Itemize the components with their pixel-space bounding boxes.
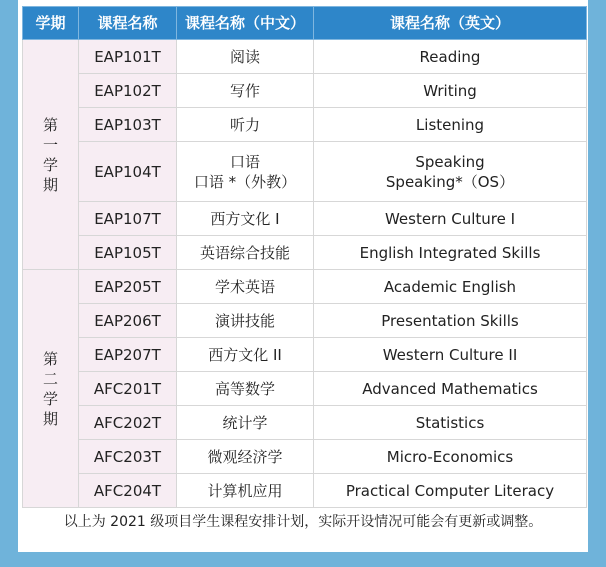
course-name-en: Western Culture I (314, 202, 587, 236)
course-name-en: Speaking Speaking*（OS） (314, 142, 587, 202)
semester-1-label: 第 一 学 期 (23, 40, 79, 270)
header-course-name-cn: 课程名称（中文） (177, 7, 314, 40)
course-code: AFC203T (79, 440, 177, 474)
course-name-en: Presentation Skills (314, 304, 587, 338)
course-name-cn: 写作 (177, 74, 314, 108)
semester-2-label: 第 二 学 期 (23, 270, 79, 508)
course-code: EAP101T (79, 40, 177, 74)
course-name-cn: 微观经济学 (177, 440, 314, 474)
course-name-en: Practical Computer Literacy (314, 474, 587, 508)
table-row (23, 304, 587, 338)
table-row (23, 142, 587, 202)
header-semester: 学期 (23, 7, 79, 40)
table-row (23, 74, 587, 108)
course-name-en: Academic English (314, 270, 587, 304)
course-name-en: Writing (314, 74, 587, 108)
footnote: 以上为 2021 级项目学生课程安排计划，实际开设情况可能会有更新或调整。 (63, 514, 543, 530)
course-name-cn: 西方文化 II (177, 338, 314, 372)
course-code: AFC201T (79, 372, 177, 406)
course-name-en: Statistics (314, 406, 587, 440)
course-code: EAP207T (79, 338, 177, 372)
course-name-en: English Integrated Skills (314, 236, 587, 270)
course-name-en: Listening (314, 108, 587, 142)
course-name-cn: 口语 口语 *（外教） (177, 142, 314, 202)
table-row (23, 202, 587, 236)
course-name-cn: 英语综合技能 (177, 236, 314, 270)
course-table (22, 6, 587, 508)
header-course-name-en: 课程名称（英文） (314, 7, 587, 40)
table-row (23, 474, 587, 508)
course-name-cn: 演讲技能 (177, 304, 314, 338)
table-row (23, 108, 587, 142)
course-name-cn: 高等数学 (177, 372, 314, 406)
course-code: EAP104T (79, 142, 177, 202)
course-name-cn: 统计学 (177, 406, 314, 440)
course-name-cn: 听力 (177, 108, 314, 142)
course-name-cn: 计算机应用 (177, 474, 314, 508)
course-code: AFC202T (79, 406, 177, 440)
course-name-cn: 阅读 (177, 40, 314, 74)
header-course-code: 课程名称 (79, 7, 177, 40)
course-name-en: Advanced Mathematics (314, 372, 587, 406)
course-code: EAP105T (79, 236, 177, 270)
course-code: EAP102T (79, 74, 177, 108)
course-code: EAP205T (79, 270, 177, 304)
course-code: EAP103T (79, 108, 177, 142)
course-name-en: Western Culture II (314, 338, 587, 372)
course-name-cn: 西方文化 I (177, 202, 314, 236)
course-code: AFC204T (79, 474, 177, 508)
table-header-row (23, 7, 587, 40)
course-name-cn: 学术英语 (177, 270, 314, 304)
course-code: EAP206T (79, 304, 177, 338)
table-row (23, 40, 587, 74)
course-name-en: Reading (314, 40, 587, 74)
table-row (23, 338, 587, 372)
table-row (23, 270, 587, 304)
table-row (23, 440, 587, 474)
table-row (23, 236, 587, 270)
table-row (23, 406, 587, 440)
course-card (18, 0, 588, 552)
course-name-en: Micro-Economics (314, 440, 587, 474)
course-code: EAP107T (79, 202, 177, 236)
table-row (23, 372, 587, 406)
